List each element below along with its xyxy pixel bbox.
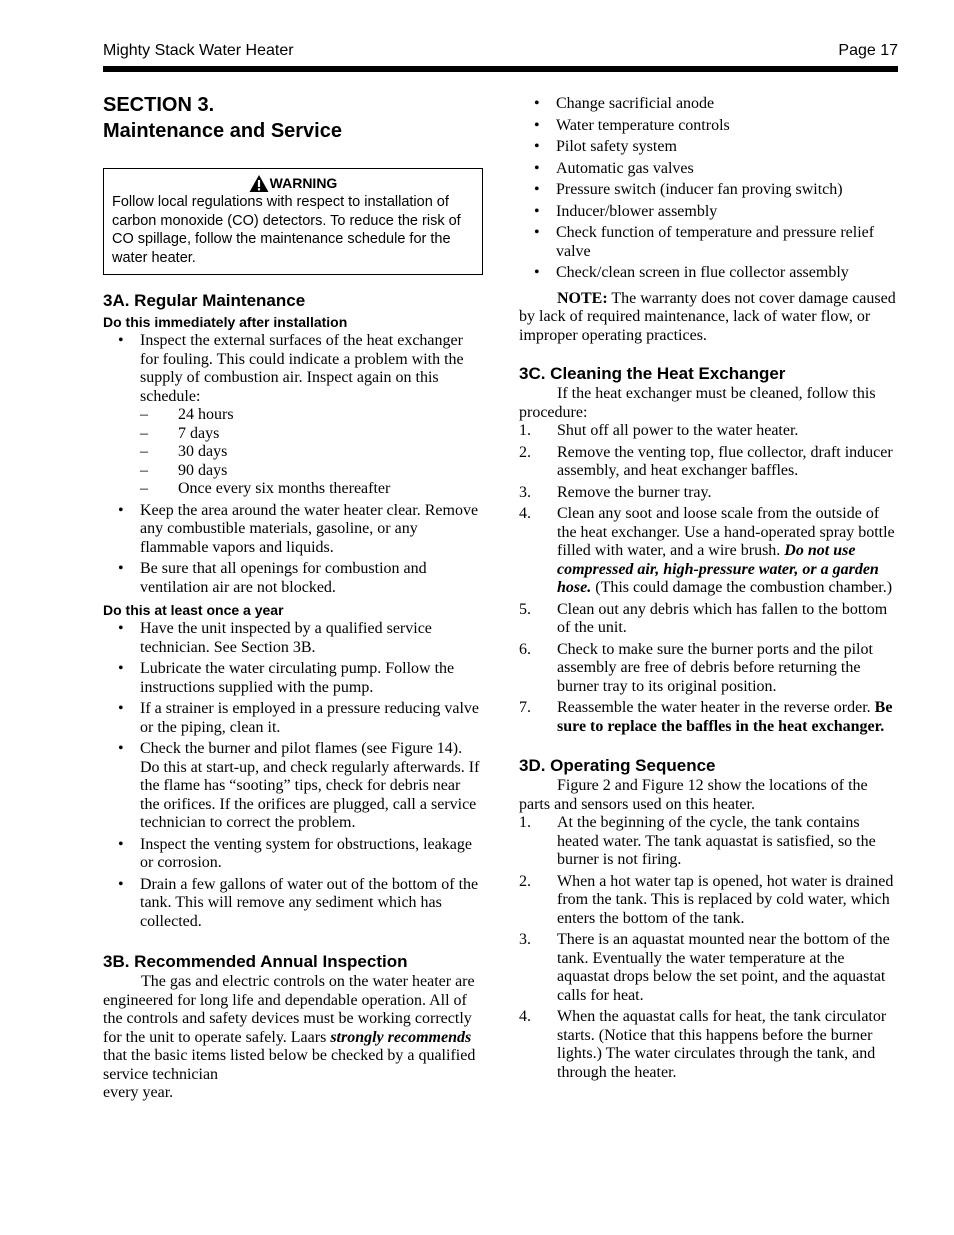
note-label: NOTE: bbox=[557, 289, 608, 307]
heading-3c: 3C. Cleaning the Heat Exchanger bbox=[519, 364, 786, 383]
step-number: 2. bbox=[519, 872, 531, 890]
schedule-item: – Once every six months thereafter bbox=[103, 480, 483, 499]
list-item: • Check function of temperature and pressure relief valve bbox=[519, 224, 898, 261]
section-name: Maintenance and Service bbox=[103, 120, 342, 142]
note-text: The warranty does not cover damage caused by lack of required maintenance, lack of water flow, or improper operating practices. bbox=[519, 289, 896, 344]
step-number: 5. bbox=[519, 600, 531, 618]
step-number: 1. bbox=[519, 814, 531, 831]
list-item bbox=[519, 484, 898, 503]
warning-label: WARNING bbox=[269, 175, 338, 191]
step-number: 3. bbox=[519, 483, 531, 501]
after-install-list bbox=[103, 332, 483, 597]
step-text: At the beginning of the cycle, the tank contains heated water. The tank aquastat is satisfied, so the burner is not firing. bbox=[557, 814, 876, 868]
subheading-yearly: Do this at least once a year bbox=[103, 602, 284, 619]
schedule-item: – 7 days bbox=[103, 425, 483, 444]
list-item bbox=[519, 422, 898, 441]
schedule-item: – 90 days bbox=[103, 462, 483, 481]
list-item bbox=[519, 505, 898, 598]
list-item: • Inducer/blower assembly bbox=[519, 203, 898, 222]
step-text: Clean any soot and loose scale from the outside of the heat exchanger. Use a hand-operated spray bottle filled with water, and a wire brush. bbox=[557, 505, 895, 559]
right-column bbox=[519, 95, 898, 1085]
step-text: When a hot water tap is opened, hot water is drained from the tank. This is replaced by cold water, which enters the bottom of the tank. bbox=[557, 872, 894, 927]
list-item bbox=[519, 873, 898, 929]
list-item: • Automatic gas valves bbox=[519, 160, 898, 179]
step-number: 6. bbox=[519, 640, 531, 658]
list-item-text: Inspect the external surfaces of the heat exchanger for fouling. This could indicate a problem with the supply of combustion air. Inspect again on this schedule: bbox=[140, 332, 464, 405]
step-text: (This could damage the combustion chamber.) bbox=[591, 579, 893, 596]
warranty-note bbox=[519, 290, 898, 346]
step-number: 3. bbox=[519, 931, 531, 948]
schedule-item: – 24 hours bbox=[103, 406, 483, 425]
list-item: • Check/clean screen in flue collector assembly bbox=[519, 264, 898, 283]
list-item bbox=[519, 931, 898, 1005]
header-rule bbox=[103, 66, 898, 72]
emphasis-text: strongly recommends bbox=[330, 1028, 472, 1046]
operating-steps bbox=[519, 814, 898, 1082]
list-item: • Water temperature controls bbox=[519, 117, 898, 136]
bold-text: Be sure to replace the baffles in the heat exchanger. bbox=[557, 699, 893, 735]
list-item: • If a strainer is employed in a pressure reducing valve or the piping, clean it. bbox=[103, 700, 483, 737]
yearly-list bbox=[103, 620, 483, 931]
step-number: 4. bbox=[519, 1008, 531, 1025]
intro-3d: Figure 2 and Figure 12 show the locations of the parts and sensors used on this heater. bbox=[519, 777, 868, 813]
warning-title bbox=[112, 173, 474, 193]
section-number: SECTION 3. bbox=[103, 94, 215, 116]
cleaning-steps bbox=[519, 422, 898, 736]
list-item bbox=[519, 699, 898, 736]
list-item: • Lubricate the water circulating pump. Follow the instructions supplied with the pump. bbox=[103, 660, 483, 697]
text-run: every year. bbox=[103, 1084, 174, 1102]
list-item: • Have the unit inspected by a qualified service technician. See Section 3B. bbox=[103, 620, 483, 657]
list-item: • Check the burner and pilot flames (see Figure 14). Do this at start-up, and check regularly afterwards. If the flame has “sooting” tips, check for debris near the orifices. If the orifices are plugged, call a service technician to correct the problem. bbox=[103, 740, 483, 833]
document-title: Mighty Stack Water Heater bbox=[103, 42, 294, 59]
list-item: • Pressure switch (inducer fan proving switch) bbox=[519, 181, 898, 200]
step-text: Reassemble the water heater in the reverse order. bbox=[557, 699, 875, 716]
step-text: Clean out any debris which has fallen to the bottom of the unit. bbox=[557, 600, 888, 636]
inspection-items-list bbox=[519, 95, 898, 283]
list-item: • Drain a few gallons of water out of the bottom of the tank. This will remove any sediment which has collected. bbox=[103, 876, 483, 932]
page-number: Page 17 bbox=[838, 42, 898, 59]
warning-icon bbox=[249, 174, 269, 193]
list-item bbox=[519, 641, 898, 697]
step-number: 2. bbox=[519, 443, 531, 461]
step-text: Check to make sure the burner ports and the pilot assembly are free of debris before returning the burner tray to its original position. bbox=[557, 640, 873, 695]
step-text: There is an aquastat mounted near the bottom of the tank. Eventually the water temperature at the aquastat drops below the set point, and the aquastat calls for heat. bbox=[557, 931, 890, 1004]
paragraph-3b bbox=[103, 973, 483, 1103]
emphasis-text: Do not use compressed air, high-pressure water, or a garden hose. bbox=[557, 542, 879, 596]
step-text: Remove the venting top, flue collector, draft inducer assembly, and heat exchanger baffles. bbox=[557, 443, 893, 479]
intro-3c: If the heat exchanger must be cleaned, follow this procedure: bbox=[519, 385, 876, 421]
list-item bbox=[519, 814, 898, 870]
step-text: Remove the burner tray. bbox=[557, 483, 712, 501]
text-run: The gas and electric controls on the water heater are engineered for long life and dependable operation. All of the controls and safety devices must be working correctly for the unit to operate safely. Laars bbox=[103, 973, 475, 1046]
left-column bbox=[103, 92, 483, 1103]
step-text: When the aquastat calls for heat, the tank circulator starts. (Notice that this happens before the burner lights.) The water circulates through the tank, and through the heater. bbox=[557, 1008, 887, 1081]
step-number: 4. bbox=[519, 505, 531, 522]
list-item bbox=[103, 332, 483, 499]
heading-3a: 3A. Regular Maintenance bbox=[103, 291, 306, 311]
section-title bbox=[103, 92, 483, 144]
step-number: 7. bbox=[519, 699, 531, 716]
warning-text: Follow local regulations with respect to installation of carbon monoxide (CO) detectors. To reduce the risk of CO spillage, follow the maintenance schedule for the water heater. bbox=[112, 194, 461, 266]
step-number: 1. bbox=[519, 422, 531, 439]
step-text: Shut off all power to the water heater. bbox=[557, 422, 799, 439]
list-item: • Inspect the venting system for obstructions, leakage or corrosion. bbox=[103, 836, 483, 873]
text-run: that the basic items listed below be checked by a qualified service technician bbox=[103, 1047, 476, 1083]
schedule-item: – 30 days bbox=[103, 443, 483, 462]
schedule-list bbox=[140, 406, 483, 499]
list-item: • Keep the area around the water heater clear. Remove any combustible materials, gasoline, or any flammable vapors and liquids. bbox=[103, 502, 483, 558]
list-item bbox=[519, 444, 898, 481]
list-item: • Change sacrificial anode bbox=[519, 95, 898, 114]
list-item bbox=[519, 1008, 898, 1082]
heading-3d: 3D. Operating Sequence bbox=[519, 756, 716, 775]
list-item: • Be sure that all openings for combustion and ventilation air are not blocked. bbox=[103, 560, 483, 597]
subheading-after-install: Do this immediately after installation bbox=[103, 314, 348, 331]
warning-box bbox=[103, 168, 483, 275]
list-item bbox=[519, 601, 898, 638]
page-header bbox=[103, 42, 898, 64]
list-item: • Pilot safety system bbox=[519, 138, 898, 157]
heading-3b: 3B. Recommended Annual Inspection bbox=[103, 952, 408, 972]
